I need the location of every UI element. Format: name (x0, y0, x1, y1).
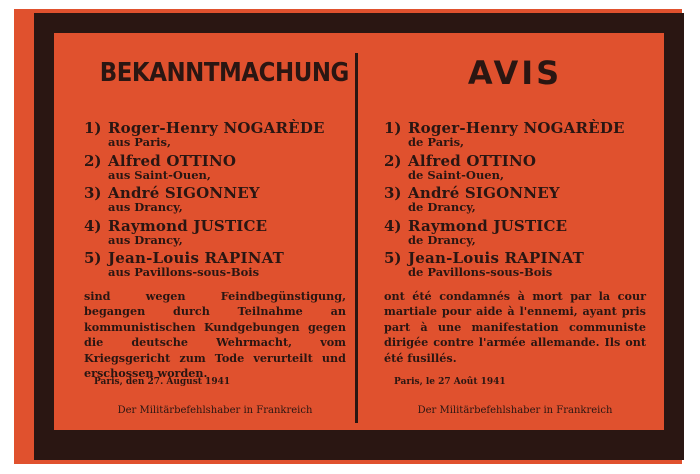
entry-name: Alfred OTTINO (408, 151, 537, 170)
entry-name: André SIGONNEY (408, 184, 560, 202)
entry-number: 4) (84, 216, 102, 235)
entry-name: Roger-Henry NOGARÈDE (408, 119, 625, 137)
entry-name: Alfred OTTINO (108, 151, 237, 170)
french-signature: Der Militärbefehlshaber in Frankreich (417, 405, 613, 416)
column-divider (355, 53, 358, 423)
french-name-list (384, 119, 646, 282)
entry-name: Jean-Louis RAPINAT (408, 249, 585, 267)
entry-name: Raymond JUSTICE (108, 216, 268, 235)
entry-place: de Drancy, (408, 232, 476, 247)
list-item (84, 119, 346, 152)
entry-number: 4) (384, 216, 402, 235)
entry-place: de Paris, (408, 135, 465, 149)
french-column (384, 0, 646, 474)
list-item (384, 184, 646, 217)
entry-place: aus Drancy, (108, 232, 183, 247)
german-title: BEKANNTMACHUNG (99, 58, 349, 88)
french-body-text: ont été condamnés à mort par la cour martiale pour aide à l'ennemi, ayant pris part à une manifestation communiste dirigée contre l'armée allemande. Ils ont été fusillés. (384, 289, 646, 365)
entry-name: Jean-Louis RAPINAT (108, 249, 285, 267)
entry-place: aus Paris, (108, 135, 171, 149)
french-title: AVIS (467, 54, 563, 92)
entry-number: 5) (384, 249, 402, 267)
entry-name: Roger-Henry NOGARÈDE (108, 119, 325, 137)
entry-number: 2) (84, 151, 102, 170)
entry-number: 3) (384, 184, 402, 202)
entry-number: 5) (84, 249, 102, 267)
entry-place: de Saint-Ouen, (408, 167, 504, 182)
list-item (84, 184, 346, 217)
list-item (84, 249, 346, 282)
entry-number: 1) (84, 119, 102, 137)
entry-name: André SIGONNEY (108, 184, 260, 202)
list-item (84, 217, 346, 250)
french-date: Paris, le 27 Août 1941 (394, 377, 506, 387)
german-signature: Der Militärbefehlshaber in Frankreich (117, 405, 313, 416)
list-item (384, 249, 646, 282)
entry-place: aus Saint-Ouen, (108, 167, 211, 182)
list-item (84, 152, 346, 185)
list-item (384, 119, 646, 152)
entry-place: aus Pavillons-sous-Bois (108, 265, 260, 279)
german-date: Paris, den 27. August 1941 (94, 377, 231, 387)
entry-place: de Drancy, (408, 200, 476, 214)
entry-number: 1) (384, 119, 402, 137)
list-item (384, 217, 646, 250)
list-item (384, 152, 646, 185)
german-name-list (84, 119, 346, 282)
german-body-text: sind wegen Feindbegünstigung, begangen durch Teilnahme an kommunistischen Kundgebungen gegen die deutsche Wehrmacht, vom Kriegsgericht zum Tode verurteilt und erschossen worden. (84, 289, 346, 381)
german-column (84, 0, 349, 474)
entry-number: 3) (84, 184, 102, 202)
entry-number: 2) (384, 151, 402, 170)
entry-place: de Pavillons-sous-Bois (408, 265, 553, 279)
entry-place: aus Drancy, (108, 200, 183, 214)
entry-name: Raymond JUSTICE (408, 216, 568, 235)
